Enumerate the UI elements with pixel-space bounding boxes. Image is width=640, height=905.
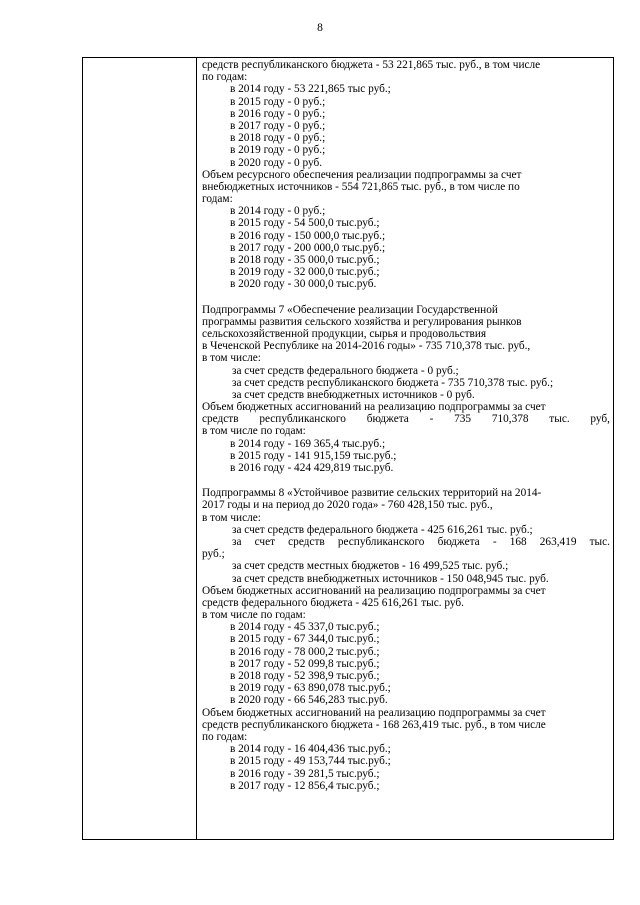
text-line: Объем ресурсного обеспечения реализации подпрограммы за счет — [202, 168, 522, 181]
text-line: средств республиканского бюджета - 735 710,378 тыс. руб, — [202, 413, 610, 426]
year-line: в 2016 году - 0 руб.; — [230, 107, 326, 120]
year-line: в 2020 году - 30 000,0 тыс.руб. — [230, 278, 377, 291]
year-line: в 2018 году - 52 398,9 тыс.руб.; — [230, 670, 380, 682]
source-line: за счет средств внебюджетных источников - 150 048,945 тыс. руб. — [232, 572, 549, 585]
text-line: Подпрограммы 7 «Обеспечение реализации Государственной — [202, 303, 498, 316]
year-line: в 2016 году - 424 429,819 тыс.руб. — [230, 462, 394, 474]
text-line: в том числе по годам: — [202, 425, 306, 438]
year-line: в 2015 году - 0 руб.; — [230, 95, 326, 108]
year-line: в 2019 году - 32 000,0 тыс.руб.; — [230, 266, 380, 279]
year-line: в 2017 году - 12 856,4 тыс.руб.; — [230, 779, 380, 792]
year-line: в 2017 году - 200 000,0 тыс.руб.; — [230, 241, 386, 254]
table-right-cell — [202, 59, 610, 792]
text-line: сельскохозяйственной продукции, сырья и продовольствия — [202, 327, 487, 340]
year-line: в 2014 году - 16 404,436 тыс.руб.; — [230, 743, 391, 756]
source-line: за счет средств федерального бюджета - 0 руб.; — [232, 364, 459, 377]
source-line: за счет средств федерального бюджета - 425 616,261 тыс. руб.; — [232, 523, 533, 536]
source-line: за счет средств республиканского бюджета - 735 710,378 тыс. руб.; — [232, 376, 554, 389]
spacer — [202, 474, 610, 487]
text-line: Подпрограммы 8 «Устойчивое развитие сельских территорий на 2014- — [202, 487, 542, 500]
source-line: за счет средств внебюджетных источников - 0 руб. — [232, 388, 475, 401]
year-line: в 2020 году - 0 руб. — [230, 156, 323, 169]
source-line: за счет средств республиканского бюджета - 168 263,419 тыс. — [232, 535, 610, 548]
year-line: в 2015 году - 141 915,159 тыс.руб.; — [230, 449, 397, 462]
column-divider — [196, 58, 197, 839]
text-line: в том числе: — [202, 511, 261, 524]
text-line: по годам: — [202, 71, 248, 84]
page-number: 8 — [317, 22, 323, 34]
year-line: в 2014 году - 45 337,0 тыс.руб.; — [230, 621, 380, 634]
text-line: средств республиканского бюджета - 168 263,419 тыс. руб., в том числе — [202, 718, 546, 731]
text-line: внебюджетных источников - 554 721,865 тыс. руб., в том числе по — [202, 180, 520, 193]
text-line: средств федерального бюджета - 425 616,261 тыс. руб. — [202, 596, 465, 609]
text-line: Объем бюджетных ассигнований на реализацию подпрограммы за счет — [202, 401, 546, 414]
year-line: в 2017 году - 52 099,8 тыс.руб.; — [230, 657, 380, 670]
year-line: в 2014 году - 169 365,4 тыс.руб.; — [230, 437, 386, 450]
text-line: в том числе по годам: — [202, 609, 306, 622]
text-line: программы развития сельского хозяйства и регулирования рынков — [202, 315, 522, 328]
text-line: руб.; — [202, 548, 225, 561]
block-subprogram-7 — [202, 304, 610, 475]
year-line: в 2016 году - 150 000,0 тыс.руб.; — [230, 229, 386, 242]
year-line: в 2018 году - 35 000,0 тыс.руб.; — [230, 254, 380, 266]
year-line: в 2018 году - 0 руб.; — [230, 132, 326, 145]
block-subprogram-8 — [202, 487, 610, 792]
text-line: годам: — [202, 193, 233, 206]
year-line: в 2015 году - 54 500,0 тыс.руб.; — [230, 217, 380, 230]
text-line: в том числе: — [202, 352, 261, 365]
text-line: в Чеченской Республике на 2014-2016 годы» - 735 710,378 тыс. руб., — [202, 340, 531, 353]
text-line: по годам: — [202, 730, 248, 743]
year-line: в 2014 году - 0 руб.; — [230, 205, 326, 218]
spacer — [202, 291, 610, 304]
year-line: в 2020 году - 66 546,283 тыс.руб. — [230, 694, 388, 707]
text-line: Объем бюджетных ассигнований на реализацию подпрограммы за счет — [202, 584, 546, 597]
text-line: средств республиканского бюджета - 53 221,865 тыс. руб., в том числе — [202, 59, 541, 71]
program-table — [82, 57, 614, 840]
year-line: в 2017 году - 0 руб.; — [230, 119, 326, 132]
year-line: в 2016 году - 39 281,5 тыс.руб.; — [230, 767, 380, 780]
year-line: в 2019 году - 0 руб.; — [230, 144, 326, 157]
text-line: 2017 годы и на период до 2020 года» - 760 428,150 тыс. руб., — [202, 499, 493, 512]
year-line: в 2019 году - 63 890,078 тыс.руб.; — [230, 682, 391, 695]
source-line: за счет средств местных бюджетов - 16 499,525 тыс. руб.; — [232, 560, 509, 573]
year-line: в 2015 году - 49 153,744 тыс.руб.; — [230, 755, 391, 768]
year-line: в 2014 году - 53 221,865 тыс руб.; — [230, 83, 391, 96]
block-subprogram-6-funding — [202, 59, 610, 291]
year-line: в 2016 году - 78 000,2 тыс.руб.; — [230, 645, 380, 658]
text-line: Объем бюджетных ассигнований на реализацию подпрограммы за счет — [202, 706, 546, 719]
year-line: в 2015 году - 67 344,0 тыс.руб.; — [230, 633, 380, 646]
